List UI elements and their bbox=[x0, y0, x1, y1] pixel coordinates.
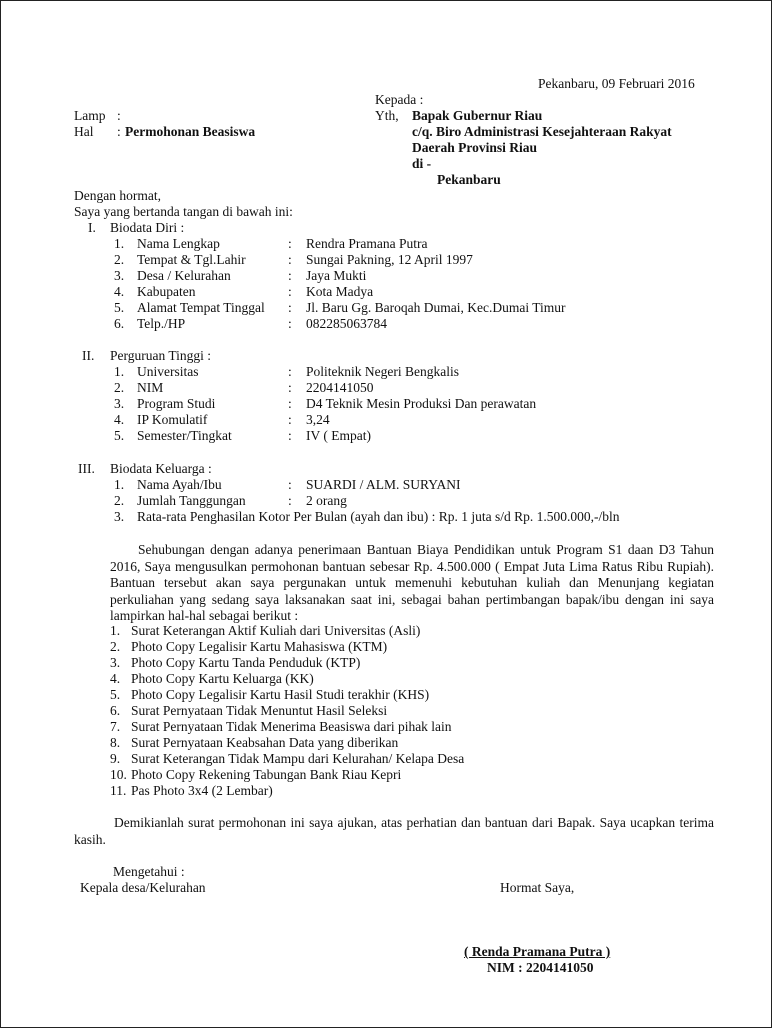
signatory-name: ( Renda Pramana Putra ) bbox=[464, 944, 611, 959]
s1-row-num: 3. bbox=[114, 268, 125, 283]
s1-row-value: Sungai Pakning, 12 April 1997 bbox=[306, 252, 473, 267]
recipient-line-3: Daerah Provinsi Riau bbox=[412, 140, 538, 155]
recipient-line-4: di - bbox=[412, 156, 432, 171]
s2-row-num: 5. bbox=[114, 428, 125, 443]
s1-row-num: 2. bbox=[114, 252, 125, 267]
s3-row-label: Jumlah Tanggungan bbox=[137, 493, 246, 508]
s3-row-num: 3. bbox=[114, 509, 125, 524]
section-3-title: Biodata Keluarga : bbox=[110, 461, 212, 476]
attachment-item: Pas Photo 3x4 (2 Lembar) bbox=[131, 783, 273, 798]
s1-row-num: 4. bbox=[114, 284, 125, 299]
s2-row-value: 2204141050 bbox=[306, 380, 374, 395]
s2-row-value: D4 Teknik Mesin Produksi Dan perawatan bbox=[306, 396, 537, 411]
s3-row-value: SUARDI / ALM. SURYANI bbox=[306, 477, 461, 492]
mengetahui-label: Mengetahui : bbox=[113, 864, 185, 879]
hal-label: Hal bbox=[74, 124, 94, 139]
s2-row-num: 2. bbox=[114, 380, 125, 395]
s1-row-label: Kabupaten bbox=[137, 284, 196, 299]
attachment-num: 4. bbox=[110, 671, 121, 686]
s3-row-num: 1. bbox=[114, 477, 125, 492]
s2-row-colon: : bbox=[288, 396, 292, 411]
body-paragraph: Sehubungan dengan adanya penerimaan Bantuan Biaya Pendidikan untuk Program S1 daan D3 Tahun 2016, Saya mengusulkan permohonan bantuan sebesar Rp. 4.500.000 ( Empat Juta Lima Ratus Ribu Rupiah). Bantuan tersebut akan saya pergunakan untuk memenuhi kebutuhan kuliah dan Menunjang kegiatan perkuliahan yang sedang saya laksanakan saat ini, sebagai bahan pertimbangan bapak/ibu dengan ini saya lampirkan hal-hal sebagai berikut : bbox=[110, 542, 714, 623]
s3-row-value: 2 orang bbox=[306, 493, 347, 508]
s3-row-label: Nama Ayah/Ibu bbox=[137, 477, 222, 492]
s1-row-colon: : bbox=[288, 316, 292, 331]
s2-row-value: IV ( Empat) bbox=[306, 428, 371, 443]
recipient-line-5: Pekanbaru bbox=[437, 172, 501, 187]
kepada-label: Kepada : bbox=[375, 92, 424, 107]
lamp-colon: : bbox=[117, 108, 121, 123]
s2-row-colon: : bbox=[288, 364, 292, 379]
attachment-num: 6. bbox=[110, 703, 121, 718]
s1-row-num: 6. bbox=[114, 316, 125, 331]
attachment-num: 9. bbox=[110, 751, 121, 766]
s2-row-value: Politeknik Negeri Bengkalis bbox=[306, 364, 459, 379]
hal-value: Permohonan Beasiswa bbox=[125, 124, 256, 139]
s1-row-label: Alamat Tempat Tinggal bbox=[137, 300, 265, 315]
attachment-item: Photo Copy Rekening Tabungan Bank Riau Kepri bbox=[131, 767, 402, 782]
s1-row-colon: : bbox=[288, 268, 292, 283]
s3-row-colon: : bbox=[288, 477, 292, 492]
s1-row-num: 5. bbox=[114, 300, 125, 315]
s3-row-num: 2. bbox=[114, 493, 125, 508]
attachment-num: 11. bbox=[110, 783, 127, 798]
s1-row-colon: : bbox=[288, 236, 292, 251]
lamp-label: Lamp bbox=[74, 108, 106, 123]
s1-row-colon: : bbox=[288, 284, 292, 299]
s1-row-colon: : bbox=[288, 252, 292, 267]
section-2-title: Perguruan Tinggi : bbox=[110, 348, 212, 363]
s1-row-value: Rendra Pramana Putra bbox=[306, 236, 428, 251]
s1-row-value: Jaya Mukti bbox=[306, 268, 367, 283]
intro-line: Saya yang bertanda tangan di bawah ini: bbox=[74, 204, 293, 219]
s1-row-value: Kota Madya bbox=[306, 284, 374, 299]
s1-row-label: Desa / Kelurahan bbox=[137, 268, 231, 283]
attachment-num: 10. bbox=[110, 767, 127, 782]
attachment-item: Photo Copy Legalisir Kartu Mahasiswa (KTM) bbox=[131, 639, 388, 654]
closing-paragraph: Demikianlah surat permohonan ini saya ajukan, atas perhatian dan bantuan dari Bapak. Saya ucapkan terima kasih. bbox=[74, 815, 714, 847]
greeting: Dengan hormat, bbox=[74, 188, 161, 203]
attachment-num: 7. bbox=[110, 719, 121, 734]
section-1-numeral: I. bbox=[88, 220, 96, 235]
s1-row-label: Telp./HP bbox=[137, 316, 186, 331]
attachment-item: Surat Pernyataan Tidak Menuntut Hasil Seleksi bbox=[131, 703, 388, 718]
s2-row-num: 3. bbox=[114, 396, 125, 411]
section-2-numeral: II. bbox=[82, 348, 95, 363]
s2-row-colon: : bbox=[288, 412, 292, 427]
place-date: Pekanbaru, 09 Februari 2016 bbox=[538, 76, 695, 91]
attachment-item: Photo Copy Legalisir Kartu Hasil Studi terakhir (KHS) bbox=[131, 687, 430, 702]
s2-row-label: IP Komulatif bbox=[137, 412, 208, 427]
recipient-line-1: Bapak Gubernur Riau bbox=[412, 108, 543, 123]
attachment-item: Surat Pernyataan Keabsahan Data yang diberikan bbox=[131, 735, 399, 750]
s2-row-colon: : bbox=[288, 380, 292, 395]
attachment-num: 3. bbox=[110, 655, 121, 670]
s1-row-label: Tempat & Tgl.Lahir bbox=[137, 252, 246, 267]
section-3-numeral: III. bbox=[78, 461, 95, 476]
section-1-title: Biodata Diri : bbox=[110, 220, 185, 235]
s3-income-line: Rata-rata Penghasilan Kotor Per Bulan (ayah dan ibu) : Rp. 1 juta s/d Rp. 1.500.000,-/bln bbox=[137, 509, 620, 524]
s2-row-label: NIM bbox=[137, 380, 164, 395]
attachment-item: Surat Pernyataan Tidak Menerima Beasiswa dari pihak lain bbox=[131, 719, 452, 734]
s2-row-colon: : bbox=[288, 428, 292, 443]
attachment-item: Surat Keterangan Tidak Mampu dari Kelurahan/ Kelapa Desa bbox=[131, 751, 465, 766]
right-signatory-title: Hormat Saya, bbox=[500, 880, 575, 895]
s2-row-num: 1. bbox=[114, 364, 125, 379]
s2-row-num: 4. bbox=[114, 412, 125, 427]
attachment-item: Surat Keterangan Aktif Kuliah dari Universitas (Asli) bbox=[131, 623, 421, 638]
s1-row-colon: : bbox=[288, 300, 292, 315]
s1-row-num: 1. bbox=[114, 236, 125, 251]
attachment-item: Photo Copy Kartu Keluarga (KK) bbox=[131, 671, 314, 686]
attachment-num: 1. bbox=[110, 623, 121, 638]
s1-row-value: Jl. Baru Gg. Baroqah Dumai, Kec.Dumai Timur bbox=[306, 300, 566, 315]
attachment-num: 5. bbox=[110, 687, 121, 702]
attachment-num: 8. bbox=[110, 735, 121, 750]
hal-colon: : bbox=[117, 124, 121, 139]
s1-row-label: Nama Lengkap bbox=[137, 236, 220, 251]
attachment-item: Photo Copy Kartu Tanda Penduduk (KTP) bbox=[131, 655, 361, 670]
left-signatory-title: Kepala desa/Kelurahan bbox=[80, 880, 206, 895]
s3-row-colon: : bbox=[288, 493, 292, 508]
s2-row-label: Semester/Tingkat bbox=[137, 428, 232, 443]
yth-label: Yth, bbox=[375, 108, 399, 123]
s2-row-label: Program Studi bbox=[137, 396, 216, 411]
s2-row-label: Universitas bbox=[137, 364, 199, 379]
signatory-nim: NIM : 2204141050 bbox=[487, 960, 594, 975]
attachment-num: 2. bbox=[110, 639, 121, 654]
s2-row-value: 3,24 bbox=[306, 412, 330, 427]
recipient-line-2: c/q. Biro Administrasi Kesejahteraan Rakyat bbox=[412, 124, 672, 139]
s1-row-value: 082285063784 bbox=[306, 316, 387, 331]
